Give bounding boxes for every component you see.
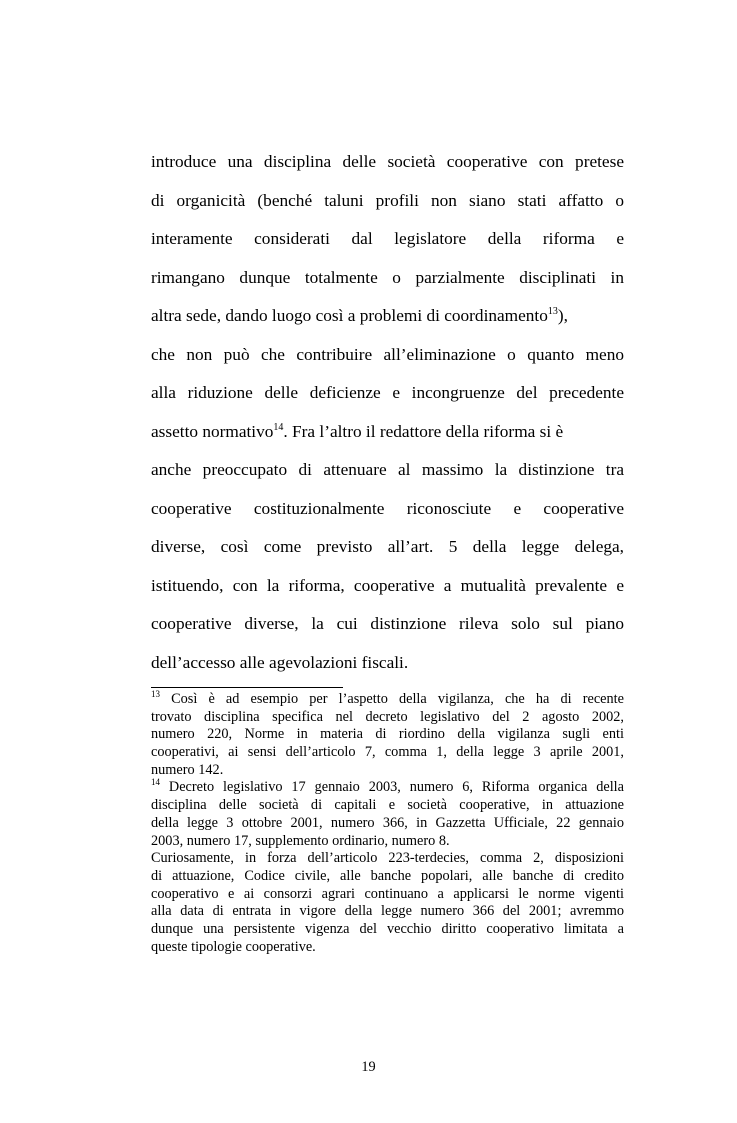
- footnote-line: cooperativo e ai consorzi agrari continuano a applicarsi le norme vigenti: [151, 885, 624, 902]
- body-line: [151, 413, 624, 452]
- footnote-marker: 14: [151, 777, 160, 788]
- footnote-text: Così è ad esempio per l’aspetto della vigilanza, che ha di recente: [160, 691, 624, 707]
- body-line: diverse, così come previsto all’art. 5 della legge delega,: [151, 537, 624, 556]
- footnote-text: Decreto legislativo 17 gennaio 2003, numero 6, Riforma organica della: [160, 779, 624, 796]
- footnote-line: queste tipologie cooperative.: [151, 938, 316, 955]
- footnote-line: alla data di entrata in vigore della legge numero 366 del 2001; avremmo: [151, 903, 624, 920]
- body-text-segment: ),: [557, 306, 568, 325]
- footnote-line: cooperativi, ai sensi dell’articolo 7, comma 1, della legge 3 aprile 2001,: [151, 744, 624, 761]
- footnote-line: di attuazione, Codice civile, alle banche popolari, alle banche di credito: [151, 867, 624, 884]
- body-text-segment: . Fra l’altro il redattore della riforma si è: [283, 421, 564, 441]
- body-line: anche preoccupato di attenuare al massimo la distinzione tra: [151, 460, 624, 479]
- footnote-line: [151, 779, 624, 797]
- body-line: cooperative diverse, la cui distinzione rileva solo sul piano: [151, 614, 624, 633]
- footnote-line: numero 142.: [151, 761, 224, 778]
- body-line: interamente considerati dal legislatore della riforma e: [151, 229, 624, 248]
- body-line: introduce una disciplina delle società cooperative con pretese: [151, 152, 624, 171]
- footnote-marker: 13: [151, 689, 160, 700]
- footnote-line: disciplina delle società di capitali e società cooperative, in attuazione: [151, 797, 624, 814]
- footnote-13: [151, 691, 624, 779]
- body-text-segment: assetto normativo: [151, 421, 274, 441]
- footnote-line: 2003, numero 17, supplemento ordinario, numero 8.: [151, 832, 450, 849]
- footnote-14: [151, 779, 624, 956]
- body-line: che non può che contribuire all’eliminazione o quanto meno: [151, 344, 624, 364]
- footnotes: [151, 691, 624, 956]
- body-line: istituendo, con la riforma, cooperative a mutualità prevalente e: [151, 575, 624, 595]
- footnote-line: della legge 3 ottobre 2001, numero 366, in Gazzetta Ufficiale, 22 gennaio: [151, 814, 624, 831]
- body-line: [151, 297, 624, 336]
- body-text: [151, 143, 624, 682]
- body-line: rimangano dunque totalmente o parzialmente disciplinati in: [151, 267, 624, 287]
- footnote-line: [151, 691, 624, 709]
- footnote-ref-13[interactable]: 13: [547, 306, 558, 318]
- footnote-line: trovato disciplina specifica nel decreto legislativo del 2 agosto 2002,: [151, 708, 624, 725]
- footnote-ref-14[interactable]: 14: [273, 421, 284, 433]
- body-line: cooperative costituzionalmente riconosciute e cooperative: [151, 498, 624, 518]
- body-line: dell’accesso alle agevolazioni fiscali.: [151, 652, 409, 672]
- body-line: di organicità (benché taluni profili non siano stati affatto o: [151, 190, 624, 210]
- footnote-line: dunque una persistente vigenza del vecchio diritto cooperativo limitata a: [151, 920, 624, 937]
- footnote-separator: [151, 687, 343, 688]
- body-line: alla riduzione delle deficienze e incongruenze del precedente: [151, 383, 624, 402]
- footnote-line: numero 220, Norme in materia di riordino della vigilanza sugli enti: [151, 726, 624, 743]
- body-text-segment: altra sede, dando luogo così a problemi di coordinamento: [151, 306, 548, 325]
- page-number: 19: [361, 1059, 376, 1075]
- footnote-line: Curiosamente, in forza dell’articolo 223-terdecies, comma 2, disposizioni: [151, 850, 624, 867]
